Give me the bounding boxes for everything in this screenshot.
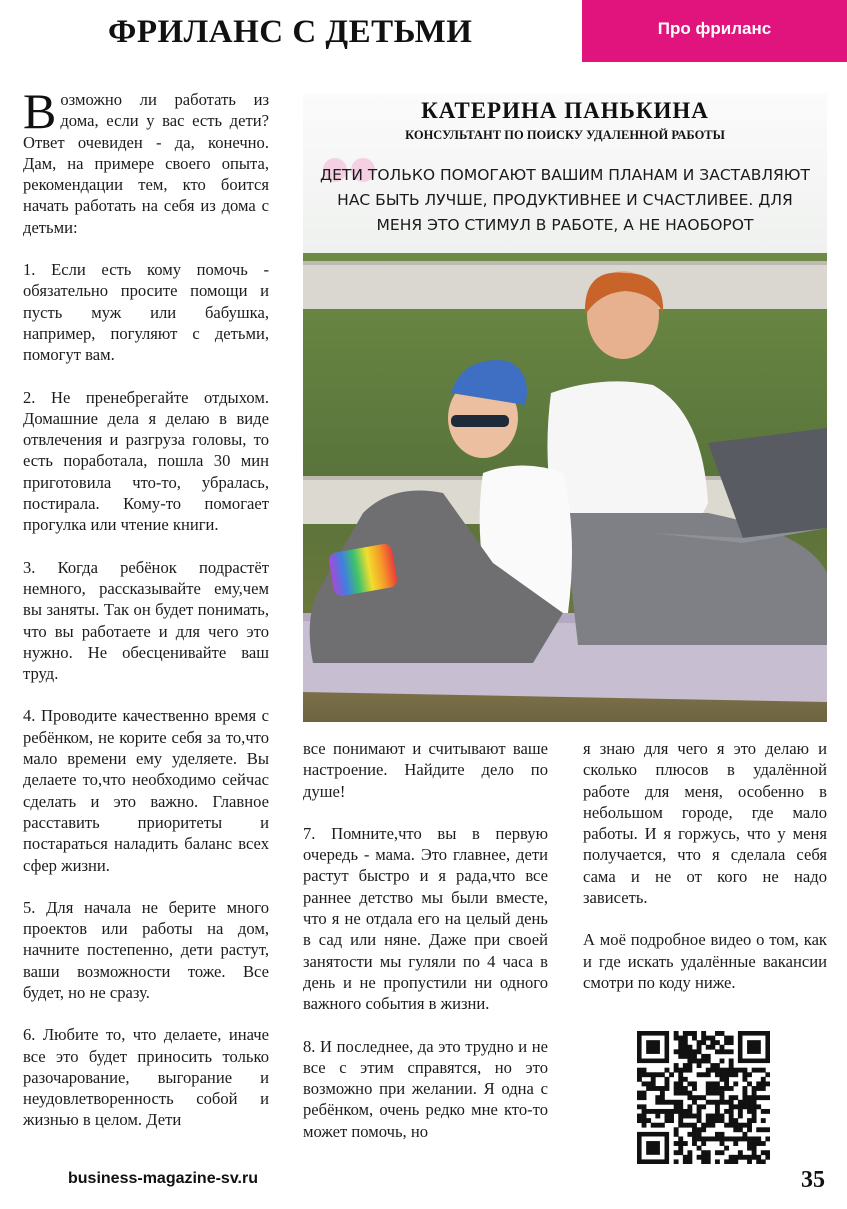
tip-2: 2. Не пренебрегайте отдыхом. Домашние дела я делаю в виде отвлечения и разгруза головы, то есть поработала, пошла 30 мин приготовила что-то, убралась, постирала. Кому-то помогает прогулка или чтение книги. [23,387,269,535]
footer-website-url[interactable]: business-magazine-sv.ru [68,1170,258,1187]
intro-paragraph [23,83,269,238]
pull-quote: ДЕТИ ТОЛЬКО ПОМОГАЮТ ВАШИМ ПЛАНАМ И ЗАСТАВЛЯЮТ НАС БЫТЬ ЛУЧШЕ, ПРОДУКТИВНЕЕ И СЧАСТЛИВЕЕ. ДЛЯ МЕНЯ ЭТО СТИМУЛ В РАБОТЕ, А НЕ НАОБОРОТ [320,166,810,234]
tip-3: 3. Когда ребёнок подрастёт немного, рассказывайте ему,чем вы заняты. Так он будет понимать, что вы работаете и для чего это нужно. Не обесценивайте ваш труд. [23,557,269,684]
article-column-1 [23,83,269,1131]
tip-5: 5. Для начала не берите много проектов или работы на дом, начните постепенно, дети растут, ваши возможности тоже. Все будет, но не сразу. [23,897,269,1002]
closing-paragraph: А моё подробное видео о том, как и где искать удалённые вакансии смотри по коду ниже. [583,930,827,992]
tip-6-continued: все понимают и считывают ваше настроение. Найдите дело по душе! [303,739,548,801]
tip-1: 1. Если есть кому помочь - обязательно просите помощи и пусть муж или бабушка, например, погуляют с детьми, помогут вам. [23,260,269,365]
qr-code[interactable] [637,1031,770,1164]
intro-text: озможно ли работать из дома, если у вас есть дети? Ответ очевиден - да, конечно. Дам, на примере своего опыта, рекомендации тем, кто боится начать работать на себя из дома с детьми: [23,90,269,237]
tip-8: 8. И последнее, да это трудно и не все с этим справятся, но это возможно при желании. Я одна с ребёнком, очень редко мне кто-то может помочь, но [303,1036,548,1141]
author-role: КОНСУЛЬТАНТ ПО ПОИСКУ УДАЛЕННОЙ РАБОТЫ [405,128,725,142]
page-title: ФРИЛАНС С ДЕТЬМИ [108,14,473,50]
section-label: Про фриланс [657,19,772,38]
tip-7: 7. Помните,что вы в первую очередь - мама. Это главнее, дети растут быстро и я рада,что все раннее детство мы были вместе, что я не отдала его на целый день в сад или няне. Даже при своей занятости мы гуляли по 4 часа в день и не пропустили ни одного важного события в жизни. [303,823,548,1014]
article-column-2 [303,738,548,1142]
author-name: КАТЕРИНА ПАНЬКИНА [421,98,709,123]
drop-cap: В [23,83,57,139]
tip-6: 6. Любите то, что делаете, иначе все это будет приносить только разочарование, выгорание и неудовлетворенность собой и жизнью в целом. Дети [23,1025,269,1130]
article-column-3 [583,738,827,993]
section-tab [582,0,847,62]
page-number: 35 [801,1167,825,1193]
tip-8-continued: я знаю для чего я это делаю и сколько плюсов в удалённой работе для меня, особенно в небольшом городе, где мало работы. И я горжусь, что у меня получается, что я сделала себя сама и не от кого не надо зависеть. [583,739,827,908]
tip-4: 4. Проводите качественно время с ребёнком, не корите себя за то,что мало времени ему уделяете. Вы делаете то,что необходимо сейчас сделать и это важно. Главное расставить приоритеты и постараться наладить баланс всех сфер жизни. [23,706,269,875]
